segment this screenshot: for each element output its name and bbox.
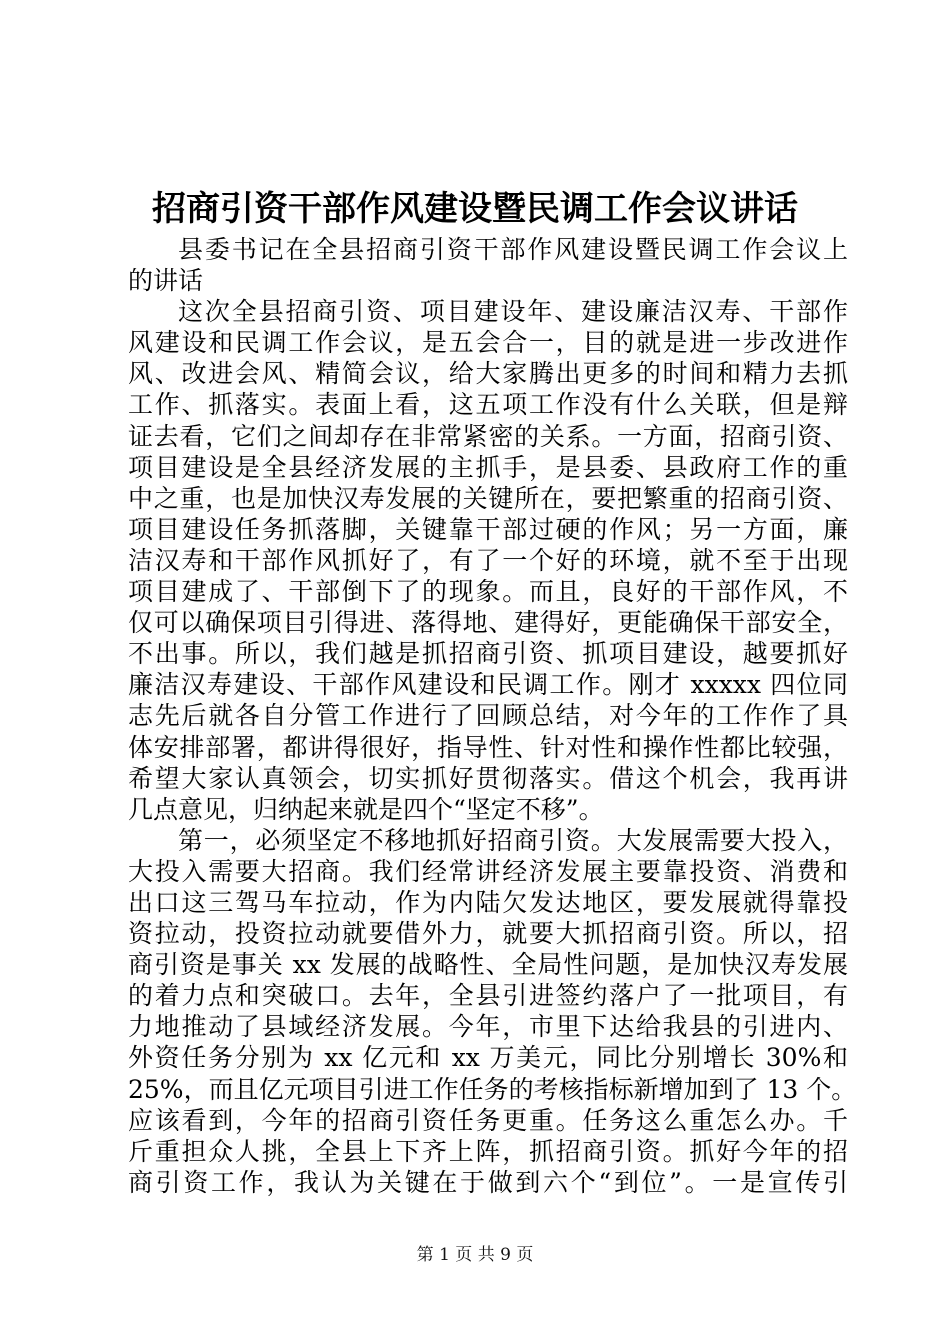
paragraph-intro	[128, 296, 848, 825]
text-line: 仅可以确保项目引得进、落得地、建得好，更能确保干部安全，	[128, 608, 848, 638]
text-line: 几点意见，归纳起来就是四个“坚定不移”。	[128, 794, 604, 824]
paragraph-subtitle	[128, 234, 848, 296]
text-line: 外资任务分别为 xx 亿元和 xx 万美元，同比分别增长 30%和	[128, 1043, 848, 1073]
text-line: 项目建设是全县经济发展的主抓手，是县委、县政府工作的重	[128, 452, 848, 482]
text-line: 这次全县招商引资、项目建设年、建设廉洁汉寿、干部作	[178, 297, 848, 327]
text-line: 不出事。所以，我们越是抓招商引资、抓项目建设，越要抓好	[128, 639, 848, 669]
text-line: 商引资是事关 xx 发展的战略性、全局性问题，是加快汉寿发展	[128, 950, 848, 980]
text-line: 出口这三驾马车拉动，作为内陆欠发达地区，要发展就得靠投	[128, 887, 848, 917]
page-footer: 第 1 页 共 9 页	[416, 1245, 534, 1265]
text-line: 风建设和民调工作会议，是五会合一，目的就是进一步改进作	[128, 328, 848, 358]
text-line: 资拉动，投资拉动就要借外力，就要大抓招商引资。所以，招	[128, 919, 848, 949]
text-line: 项目建设任务抓落脚，关键靠干部过硬的作风；另一方面，廉	[128, 514, 848, 544]
text-line: 大投入需要大招商。我们经常讲经济发展主要靠投资、消费和	[128, 856, 848, 886]
text-line: 斤重担众人挑，全县上下齐上阵，抓招商引资。抓好今年的招	[128, 1136, 848, 1166]
text-line: 洁汉寿和干部作风抓好了，有了一个好的环境，就不至于出现	[128, 545, 848, 575]
paragraph-first-point	[128, 825, 857, 1198]
text-line: 县委书记在全县招商引资干部作风建设暨民调工作会议上	[178, 235, 848, 264]
text-line: 工作、抓落实。表面上看，这五项工作没有什么关联，但是辩	[128, 390, 848, 420]
text-line: 第一，必须坚定不移地抓好招商引资。大发展需要大投入，	[178, 825, 848, 855]
text-line: 项目建成了、干部倒下了的现象。而且，良好的干部作风，不	[128, 577, 848, 607]
text-line: 风、改进会风、精简会议，给大家腾出更多的时间和精力去抓	[128, 359, 848, 389]
text-line: 的讲话	[128, 266, 204, 296]
text-line: 希望大家认真领会，切实抓好贯彻落实。借这个机会，我再讲	[128, 763, 848, 793]
text-line: 中之重，也是加快汉寿发展的关键所在，要把繁重的招商引资、	[128, 483, 848, 513]
text-line: 体安排部署，都讲得很好，指导性、针对性和操作性都比较强，	[128, 732, 848, 762]
text-line: 证去看，它们之间却存在非常紧密的关系。一方面，招商引资、	[128, 421, 848, 451]
text-line: 商引资工作，我认为关键在于做到六个“到位”。一是宣传引	[128, 1167, 848, 1197]
text-line: 志先后就各自分管工作进行了回顾总结，对今年的工作作了具	[128, 701, 848, 731]
text-line: 25%，而且亿元项目引进工作任务的考核指标新增加到了 13 个。	[128, 1074, 857, 1104]
document-body	[128, 234, 857, 1198]
document-title: 招商引资干部作风建设暨民调工作会议讲话	[152, 189, 798, 229]
text-line: 力地推动了县域经济发展。今年，市里下达给我县的引进内、	[128, 1012, 848, 1042]
text-line: 廉洁汉寿建设、干部作风建设和民调工作。刚才 xxxxx 四位同	[128, 670, 848, 700]
text-line: 应该看到，今年的招商引资任务更重。任务这么重怎么办。千	[128, 1105, 848, 1135]
text-line: 的着力点和突破口。去年，全县引进签约落户了一批项目，有	[128, 981, 848, 1011]
